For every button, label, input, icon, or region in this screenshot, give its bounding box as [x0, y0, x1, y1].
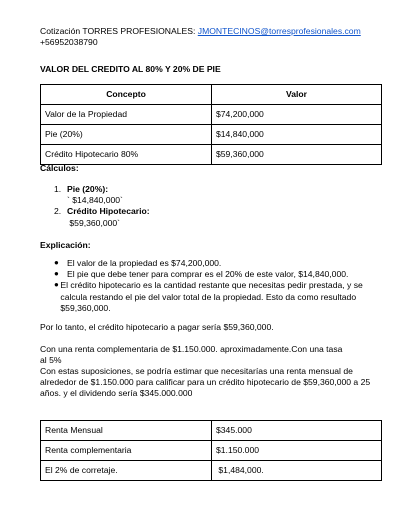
table-row — [41, 421, 382, 441]
table-cell: Valor de la Propiedad — [41, 105, 212, 125]
document-title: VALOR DEL CREDITO AL 80% Y 20% DE PIE — [40, 64, 221, 74]
table-header-concepto: Concepto — [41, 85, 212, 105]
bullet-icon: ● — [54, 269, 59, 279]
calculos-heading: Cálculos: — [40, 163, 79, 173]
list-item — [54, 184, 150, 206]
table-row — [41, 145, 382, 165]
email-link[interactable]: JMONTECINOS@torresprofesionales.com — [197, 26, 361, 36]
explicacion-heading: Explicación: — [40, 240, 91, 250]
table-cell: $1.150.000 — [212, 441, 382, 461]
renta-table — [40, 420, 382, 481]
list-item-value: $59,360,000` — [67, 217, 121, 228]
list-item-text: El valor de la propiedad es $74,200,000. — [67, 258, 222, 268]
table-cell: Crédito Hipotecario 80% — [41, 145, 212, 165]
list-item-value: ` $14,840,000` — [67, 195, 123, 206]
list-number: 1. — [54, 184, 62, 194]
table-cell: Pie (20%) — [41, 125, 212, 145]
list-item — [54, 269, 382, 280]
table-cell: $74,200,000 — [212, 105, 382, 125]
table-cell: El 2% de corretaje. — [41, 461, 212, 481]
table-row — [41, 441, 382, 461]
list-item — [54, 206, 150, 228]
credit-table — [40, 84, 382, 165]
header-prefix: Cotización TORRES PROFESIONALES: — [40, 26, 198, 36]
table-cell: Renta Mensual — [41, 421, 212, 441]
header-line — [40, 26, 382, 37]
conclusion-text: Por lo tanto, el crédito hipotecario a pagar sería $59,360,000. — [40, 322, 274, 332]
list-item-label: Pie (20%): — [67, 184, 109, 194]
table-header-row — [41, 85, 382, 105]
table-header-valor: Valor — [212, 85, 382, 105]
table-cell: $59,360,000 — [212, 145, 382, 165]
bullet-icon: ● — [54, 280, 59, 290]
bullet-icon: ● — [54, 258, 59, 267]
table-row — [41, 461, 382, 481]
renta-paragraph: Con estas suposiciones, se podría estimar que necesitarías una renta mensual de alrededor de $1.150.000 para calificar para un crédito hipotecario de $59,360,000 a 25 años. y el dividendo sería $345.000.000 — [40, 366, 371, 399]
table-cell: Renta complementaria — [41, 441, 212, 461]
list-number: 2. — [54, 206, 62, 217]
list-item-label: Crédito Hipotecario: — [67, 206, 150, 217]
table-cell: $345.000 — [212, 421, 382, 441]
list-item — [54, 280, 382, 314]
table-cell: $14,840,000 — [212, 125, 382, 145]
renta-line: al 5% — [40, 355, 62, 365]
table-cell: $1,484,000. — [212, 461, 382, 481]
calculos-list — [54, 184, 150, 229]
table-row — [41, 125, 382, 145]
table-row — [41, 105, 382, 125]
renta-line: Con una renta complementaria de $1.150.000. aproximadamente.Con una tasa — [40, 344, 343, 354]
explicacion-list — [54, 258, 382, 314]
header-phone: +56952038790 — [40, 37, 98, 48]
header — [40, 26, 382, 48]
list-item-text: El pie que debe tener para comprar es el 20% de este valor, $14,840,000. — [67, 269, 349, 280]
list-item-text: El crédito hipotecario es la cantidad restante que necesitas pedir prestada, y se calcula restando el pie del valor total de la propiedad. Esto da como resultado $59,360,000. — [60, 280, 363, 313]
list-item — [54, 258, 382, 269]
